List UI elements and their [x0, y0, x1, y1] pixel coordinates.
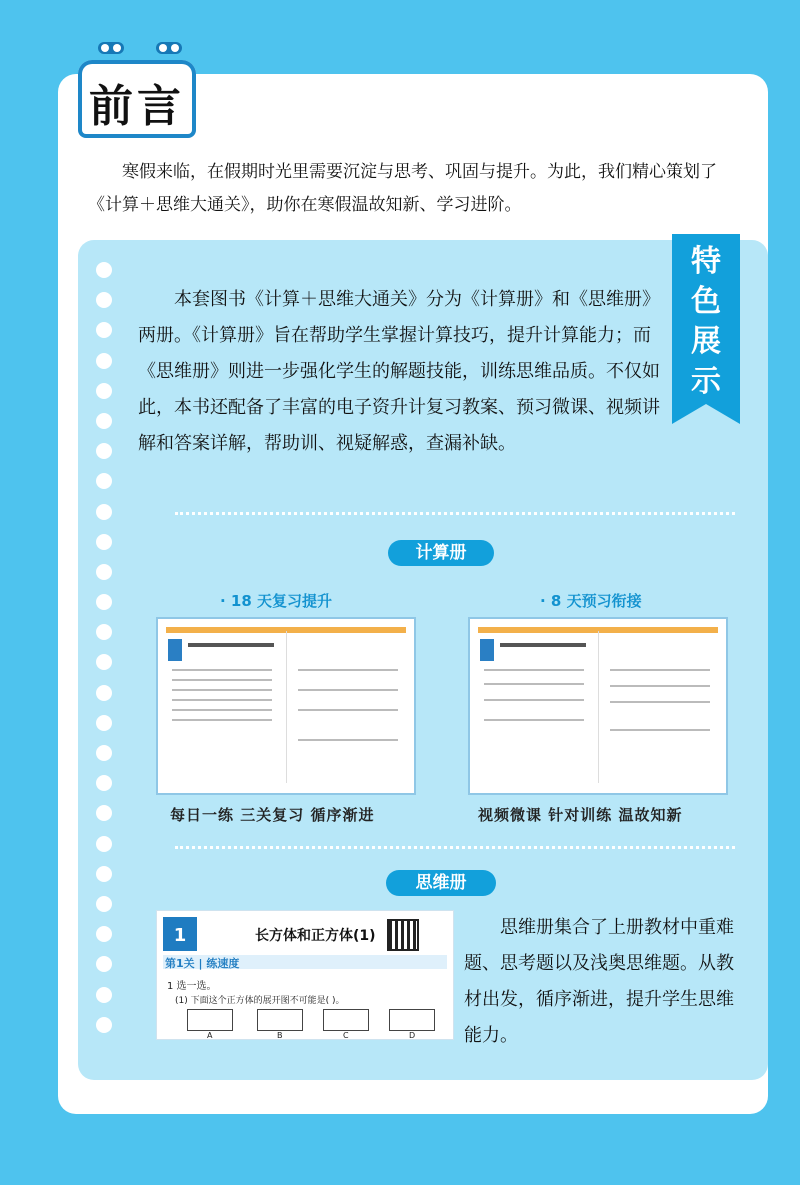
- features-paragraph: 本套图书《计算＋思维大通关》分为《计算册》和《思维册》两册。《计算册》旨在帮助学生掌握计算技巧，提升计算能力；而《思维册》则进一步强化学生的解题技能，训练思维品质。不仅如此，本书还配备了丰富的电子资升计复习教案、预习微课、视频讲解和答案详解，帮助训、视疑解惑，查漏补缺。: [138, 289, 660, 454]
- calc-left-subtitle: · 18 天复习提升: [220, 592, 333, 610]
- option-label: C: [343, 1031, 349, 1040]
- calc-right-subtitle: · 8 天预习衔接: [540, 592, 642, 610]
- cube-net-d: [389, 1009, 435, 1031]
- cube-net-c: [323, 1009, 369, 1031]
- calc-left-thumbnail: [156, 617, 416, 795]
- ribbon-char: 色: [691, 284, 721, 319]
- example-title: 长方体和正方体(1): [255, 928, 376, 944]
- thinking-paragraph: 思维册集合了上册教材中重难题、思考题以及浅奥思维题。从教材出发，循序渐进，提升学生思维能力。: [464, 917, 734, 1046]
- cube-net-b: [257, 1009, 303, 1031]
- divider: [175, 846, 735, 849]
- ribbon-char: 特: [691, 244, 721, 279]
- divider: [175, 512, 735, 515]
- features-ribbon: [672, 234, 740, 404]
- thinking-example-thumbnail: [156, 910, 454, 1040]
- binder-ring-icon: [156, 42, 182, 54]
- option-label: D: [409, 1031, 416, 1040]
- calc-left-caption: 每日一练 三关复习 循序渐进: [170, 806, 375, 824]
- day-badge: 1: [163, 917, 197, 951]
- option-label: B: [277, 1031, 283, 1040]
- option-label: A: [207, 1031, 213, 1040]
- level-label: 第1关 | 练速度: [165, 957, 240, 970]
- thinking-book-label: 思维册: [386, 870, 496, 896]
- page-title: 前言: [89, 81, 185, 132]
- subquestion-text: (1) 下面这个正方体的展开图不可能是( )。: [175, 996, 345, 1006]
- binder-holes: [96, 262, 118, 1047]
- binder-ring-icon: [98, 42, 124, 54]
- cube-net-a: [187, 1009, 233, 1031]
- calc-right-thumbnail: [468, 617, 728, 795]
- calc-book-label: 计算册: [388, 540, 494, 566]
- calc-right-caption: 视频微课 针对训练 温故知新: [478, 806, 683, 824]
- ribbon-label: [672, 242, 740, 402]
- qr-code-icon: [387, 919, 419, 951]
- header-tab: [78, 60, 196, 138]
- ribbon-char: 展: [691, 324, 721, 359]
- ribbon-char: 示: [691, 364, 721, 399]
- intro-paragraph: 寒假来临，在假期时光里需要沉淀与思考、巩固与提升。为此，我们精心策划了《计算＋思维大通关》，助你在寒假温故知新、学习进阶。: [88, 162, 717, 215]
- question-text: 1 选一选。: [167, 981, 217, 992]
